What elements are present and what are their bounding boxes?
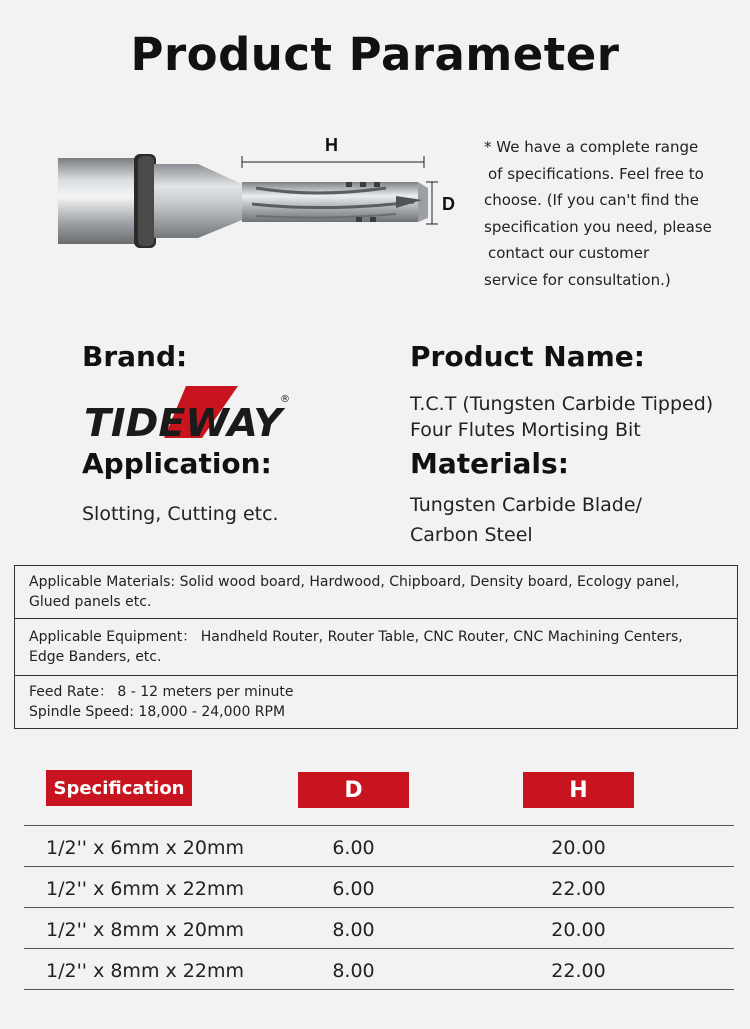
page-title: Product Parameter — [130, 28, 620, 81]
cell-h: 22.00 — [551, 960, 606, 982]
product-name-label: Product Name: — [410, 340, 645, 373]
bit-shank — [58, 158, 138, 244]
brand-label: Brand: — [82, 340, 188, 373]
materials-label: Materials: — [410, 447, 569, 480]
router-bit-diagram — [56, 128, 466, 258]
feed-rate-text: Feed Rate： 8 - 12 meters per minute — [29, 684, 294, 700]
cell-spec: 1/2'' x 8mm x 20mm — [46, 919, 244, 941]
materials-line: Carbon Steel — [410, 524, 533, 546]
applicable-materials-row — [15, 566, 737, 619]
note-line: specification you need, please — [484, 217, 712, 236]
cell-h: 20.00 — [551, 919, 606, 941]
product-name-line: Four Flutes Mortising Bit — [410, 419, 641, 441]
header-d: D — [298, 772, 409, 808]
table-row — [24, 826, 734, 867]
materials-line: Tungsten Carbide Blade/ — [410, 494, 642, 516]
table-row — [24, 908, 734, 949]
cell-h: 20.00 — [551, 837, 606, 859]
applicable-equipment-row — [15, 619, 737, 676]
note-line: contact our customer — [488, 244, 650, 262]
bit-collar — [154, 164, 198, 238]
cell-h: 22.00 — [551, 878, 606, 900]
note-line: choose. (If you can't find the — [484, 191, 699, 209]
cell-spec: 1/2'' x 8mm x 22mm — [46, 960, 244, 982]
note-line: * We have a complete range — [484, 138, 699, 156]
materials-value — [410, 490, 642, 550]
bit-taper — [198, 164, 242, 238]
specification-note — [484, 134, 734, 293]
table-row — [24, 949, 734, 990]
table-row — [24, 867, 734, 908]
registered-mark: ® — [280, 394, 290, 405]
cell-d: 6.00 — [332, 878, 375, 900]
table-body — [24, 825, 734, 990]
cell-spec: 1/2'' x 6mm x 20mm — [46, 837, 244, 859]
dim-d-label: D — [442, 194, 455, 214]
product-name-value — [410, 390, 713, 444]
header-h: H — [523, 772, 634, 808]
speed-row — [15, 676, 737, 728]
dim-h-label: H — [325, 135, 338, 155]
logo-text: TIDEWAY — [84, 401, 286, 442]
applicable-equipment-text: Applicable Equipment： Handheld Router, Router Table, CNC Router, CNC Machining Centers, — [29, 629, 683, 645]
cell-d: 8.00 — [332, 960, 375, 982]
application-value: Slotting, Cutting etc. — [82, 503, 279, 525]
applicable-equipment-text: Edge Banders, etc. — [29, 649, 162, 665]
cell-d: 8.00 — [332, 919, 375, 941]
applicable-materials-text: Applicable Materials: Solid wood board, Hardwood, Chipboard, Density board, Ecology panel, — [29, 574, 680, 590]
applicability-box — [14, 565, 738, 729]
note-line: of specifications. Feel free to — [488, 164, 704, 183]
note-line: service for consultation.) — [484, 270, 671, 289]
cell-spec: 1/2'' x 6mm x 22mm — [46, 878, 244, 900]
tideway-logo — [82, 384, 294, 442]
product-name-line: T.C.T (Tungsten Carbide Tipped) — [410, 393, 714, 415]
cell-d: 6.00 — [332, 837, 375, 859]
application-label: Application: — [82, 447, 272, 480]
applicable-materials-text: Glued panels etc. — [29, 594, 152, 610]
spindle-speed-text: Spindle Speed: 18,000 - 24,000 RPM — [29, 704, 286, 720]
header-specification: Specification — [46, 770, 192, 806]
